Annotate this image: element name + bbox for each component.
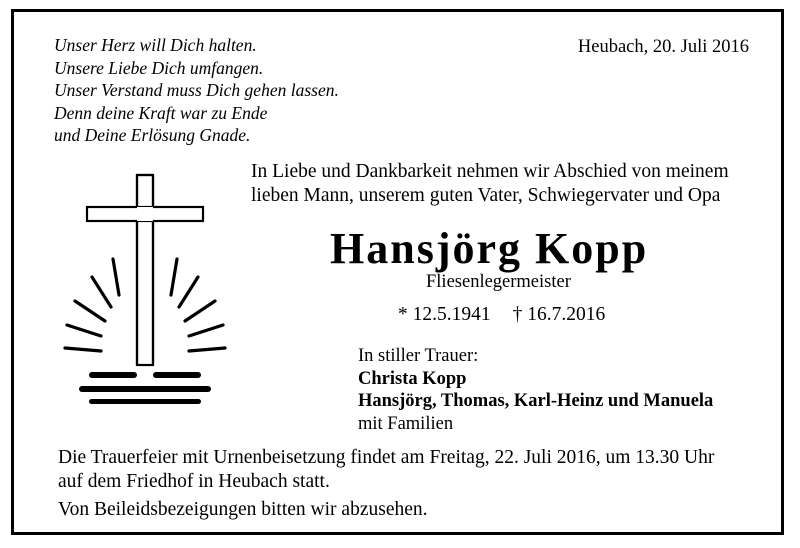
profession: Fliesenlegermeister (426, 272, 571, 292)
poem-line: Unser Verstand muss Dich gehen lassen. (54, 80, 339, 100)
condolence-note: Von Beileidsbezeigungen bitten wir abzusehen. (58, 499, 428, 520)
mourner-names: Hansjörg, Thomas, Karl-Heinz und Manuela (358, 391, 714, 411)
deceased-name: Hansjörg Kopp (330, 224, 649, 273)
poem-line: und Deine Erlösung Gnade. (54, 125, 251, 145)
funeral-notice-line: Die Trauerfeier mit Urnenbeisetzung findet am Freitag, 22. Juli 2016, um 13.30 Uhr (58, 447, 715, 468)
birth-date: * 12.5.1941 (398, 304, 491, 325)
poem-line: Denn deine Kraft war zu Ende (54, 102, 268, 123)
funeral-notice (58, 446, 714, 522)
intro-line: In Liebe und Dankbarkeit nehmen wir Abschied von meinem (251, 161, 729, 182)
poem-line: Unser Herz will Dich halten. (54, 35, 257, 55)
poem-line: Unsere Liebe Dich umfangen. (54, 57, 264, 78)
place-date: Heubach, 20. Juli 2016 (577, 37, 749, 57)
funeral-notice-line: auf dem Friedhof in Heubach statt. (58, 471, 330, 492)
intro-text (251, 160, 729, 208)
mourners-families: mit Familien (358, 413, 454, 434)
mourner-name: Christa Kopp (358, 368, 467, 389)
death-date: † 16.7.2016 (512, 304, 606, 325)
mourners-heading: In stiller Trauer: (358, 346, 479, 366)
cross-with-rays-icon (49, 167, 249, 407)
intro-line: lieben Mann, unserem guten Vater, Schwiegervater und Opa (251, 185, 721, 206)
obituary-card (11, 9, 784, 535)
life-dates (398, 304, 605, 326)
poem (54, 34, 339, 147)
mourners (358, 345, 713, 435)
